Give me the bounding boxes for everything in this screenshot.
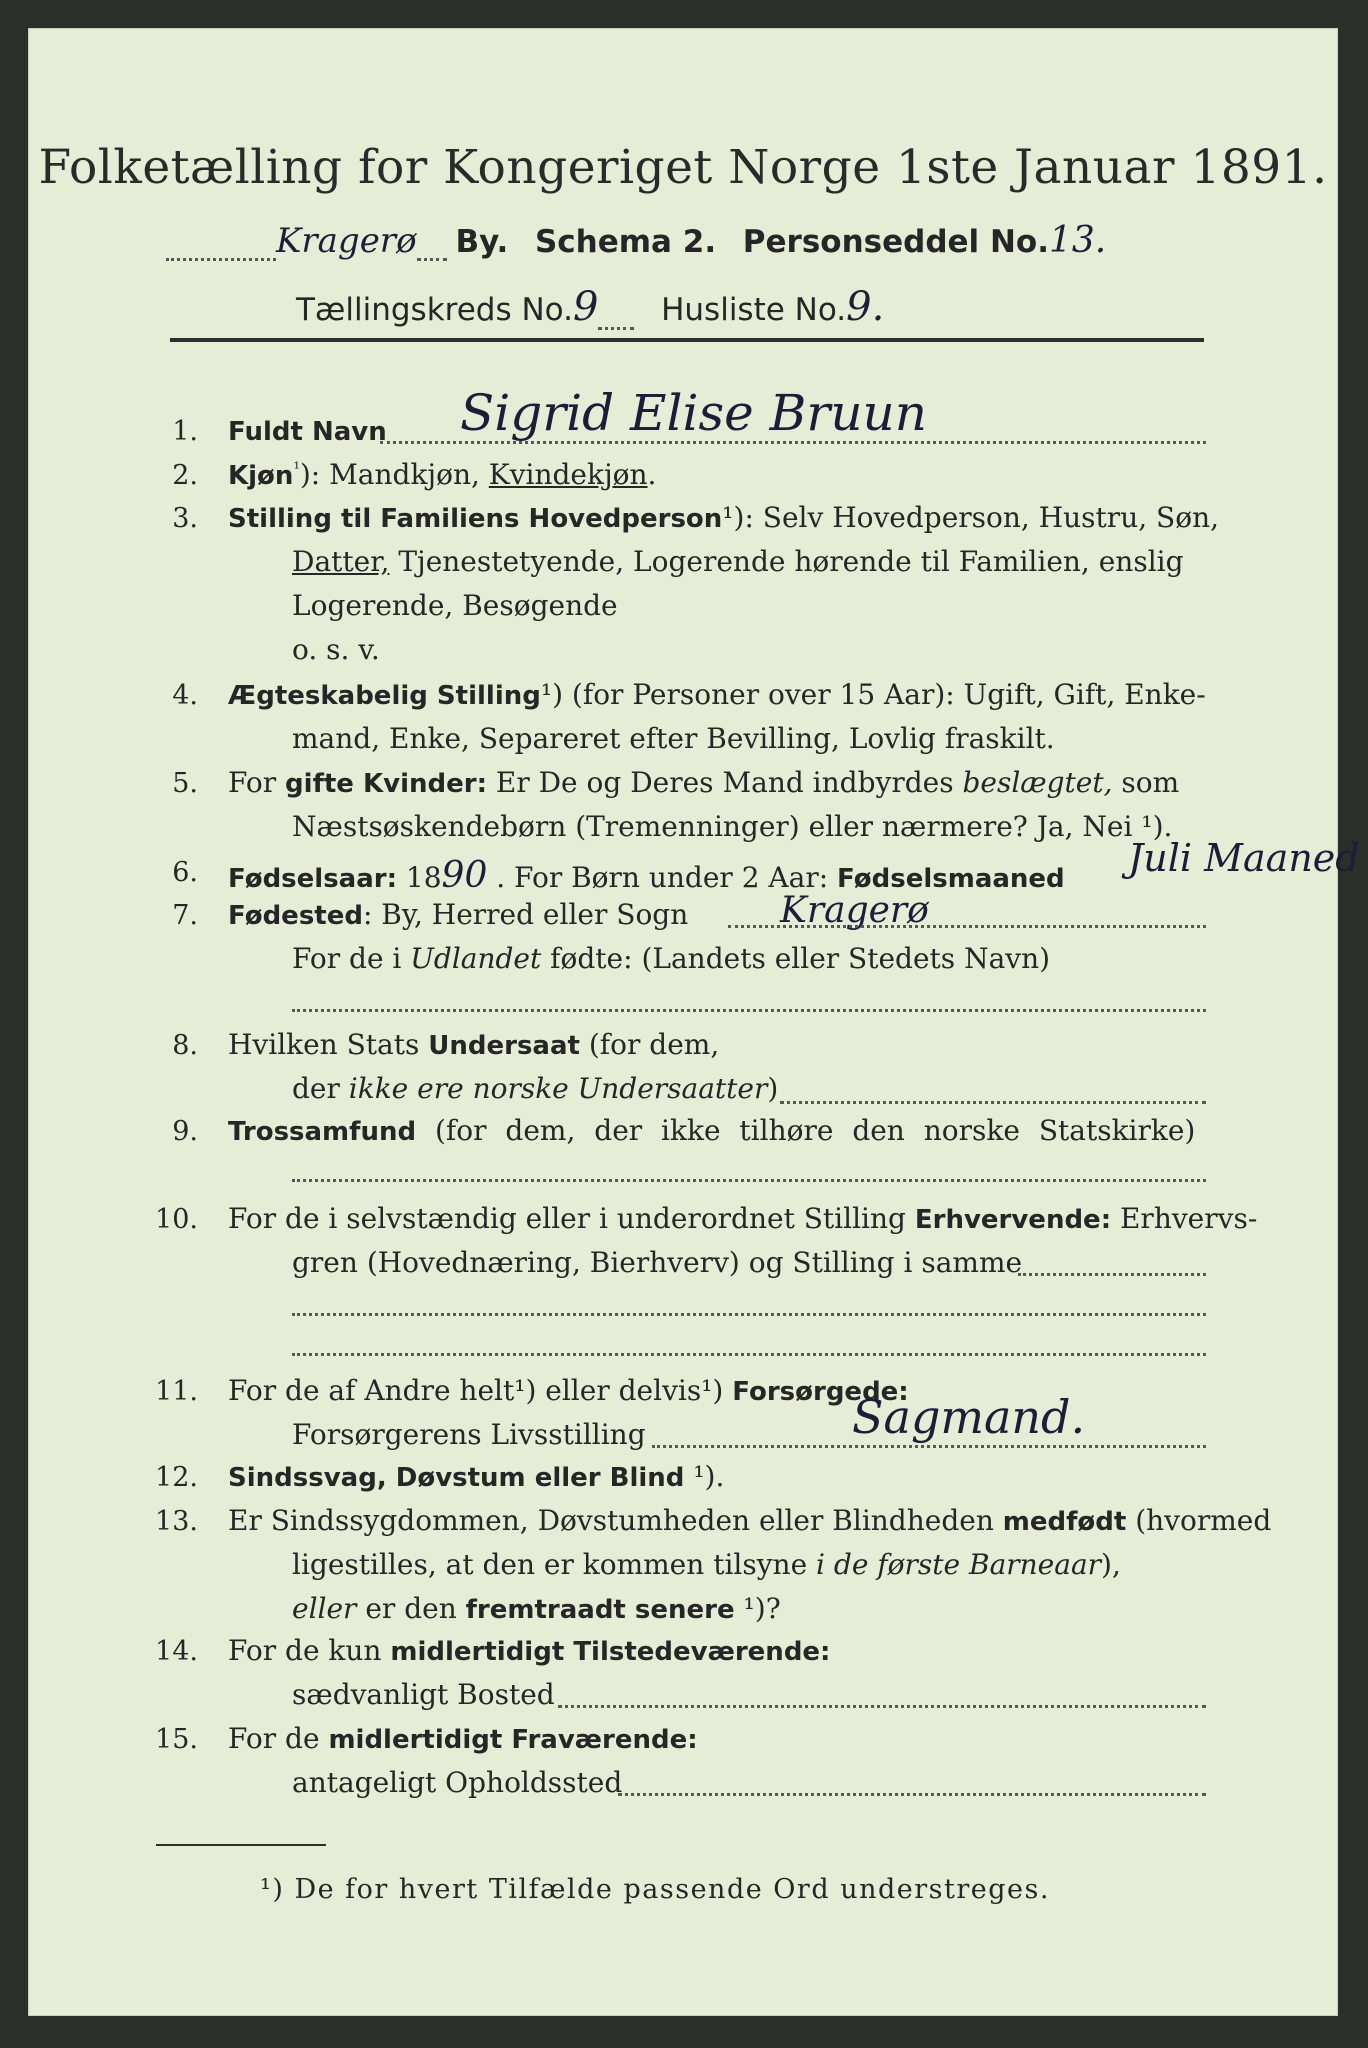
item-10-line-blank-1 (292, 1312, 1206, 1316)
by-label: By. (455, 224, 509, 260)
item-6-text: . For Børn under 2 Aar: (487, 861, 838, 894)
item-8-line-2-b: ) (767, 1072, 779, 1105)
item-10-label: Erhvervende: (914, 1205, 1112, 1235)
item-10-text-b: Erhvervs- (1111, 1202, 1258, 1235)
item-7-italic: Udlandet (410, 942, 542, 975)
item-15-line (618, 1792, 1206, 1796)
item-2 (228, 458, 656, 491)
item-15-line-1 (228, 1722, 698, 1755)
item-3-line-4: o. s. v. (292, 633, 380, 666)
item-12-label: Sindssvag, Døvstum eller Blind (228, 1463, 685, 1493)
item-9-line-blank (292, 1178, 1206, 1182)
item-3-line-1 (228, 501, 1219, 534)
item-14-line-1 (228, 1634, 830, 1667)
item-14-text: For de kun (228, 1634, 391, 1667)
item-11-label: Forsørgede: (732, 1377, 909, 1407)
form-title: Folketælling for Kongeriget Norge 1ste Januar 1891. (38, 140, 1328, 195)
item-6-number: 6. (172, 857, 198, 888)
item-13-line-3-italic: eller (292, 1592, 357, 1625)
item-15-label: midlertidigt Fraværende: (328, 1725, 698, 1755)
item-13-line-3 (292, 1592, 781, 1625)
item-2-underlined: Kvindekjøn (488, 458, 648, 491)
item-13-text-b: (hvormed (1126, 1504, 1272, 1537)
item-7-text: : By, Herred eller Sogn (362, 898, 689, 931)
item-11-number: 11. (155, 1376, 198, 1407)
item-1-label: Fuldt Navn (228, 417, 387, 447)
item-5-end: som (1112, 766, 1180, 799)
item-7-line-2-a: For de i (292, 942, 411, 975)
item-11-line (652, 1444, 1206, 1448)
item-13-label: medfødt (1002, 1507, 1127, 1537)
schema-label: Schema 2. (534, 224, 717, 260)
item-3-underlined: Datter, (292, 545, 390, 578)
item-8-text-a: Hvilken Stats (228, 1028, 429, 1061)
item-4-number: 4. (172, 680, 198, 711)
item-7-label: Fødested (228, 901, 363, 931)
husliste-label: Husliste No. (661, 292, 847, 328)
item-8-italic: ikke ere norske Undersaatter (348, 1072, 768, 1105)
item-8-label: Undersaat (428, 1031, 580, 1061)
item-3-number: 3. (172, 503, 198, 534)
item-5-text: Er De og Deres Mand indbyrdes (486, 766, 963, 799)
item-9-number: 9. (172, 1116, 198, 1147)
personseddel-number: 13. (1048, 220, 1107, 261)
item-6-value: Juli Maaned (1128, 836, 1360, 880)
item-3-line-3: Logerende, Besøgende (292, 589, 618, 622)
item-2-text: ): Mandkjøn, (299, 458, 489, 491)
item-6-year-prefix: 18 (405, 861, 442, 894)
item-3-line-2 (292, 545, 1184, 578)
item-1-number: 1. (172, 416, 198, 447)
item-4-line-2: mand, Enke, Separeret efter Bevilling, Lovlig fraskilt. (292, 722, 1055, 755)
item-7-line-2-b: fødte: (Landets eller Stedets Navn) (541, 942, 1051, 975)
item-8-number: 8. (172, 1030, 198, 1061)
item-7-line-1 (228, 898, 688, 931)
item-8-text-b: (for dem, (579, 1028, 720, 1061)
husliste-number: 9. (846, 284, 885, 330)
item-8-line (780, 1100, 1206, 1104)
item-6 (228, 855, 1065, 896)
item-10-line-1 (228, 1202, 1257, 1235)
item-9-line-1 (228, 1114, 1195, 1147)
item-14-label: midlertidigt Tilstedeværende: (390, 1637, 831, 1667)
item-7-value: Kragerø (780, 890, 929, 931)
item-13-italic: i de første Barneaar (816, 1548, 1102, 1581)
item-10-text: For de i selvstændig eller i underordnet Stilling (228, 1202, 915, 1235)
item-9-text: (for dem, der ikke tilhøre den norske Statskirke) (416, 1114, 1196, 1147)
item-3-text: ¹): Selv Hovedperson, Hustru, Søn, (722, 501, 1219, 534)
item-8-line-2-a: der (292, 1072, 349, 1105)
item-4-text: ¹) (for Personer over 15 Aar): Ugift, Gift, Enke- (540, 678, 1206, 711)
header-rule (170, 338, 1204, 342)
footnote: ¹) De for hvert Tilfælde passende Ord understreges. (260, 1874, 1050, 1905)
item-11-line-1 (228, 1374, 909, 1407)
header-line-2 (296, 284, 884, 330)
item-7-line-blank (292, 1008, 1206, 1012)
personseddel-label: Personseddel No. (742, 224, 1049, 260)
item-5-number: 5. (172, 768, 198, 799)
item-10-line (1018, 1272, 1206, 1276)
item-15-text: For de (228, 1722, 329, 1755)
item-5-line-2: Næstsøskendebørn (Tremenninger) eller nærmere? Ja, Nei ¹). (292, 810, 1173, 843)
item-8-line-2 (292, 1072, 778, 1105)
item-13-number: 13. (155, 1506, 198, 1537)
item-7-line-2 (292, 942, 1050, 975)
item-12-text: ¹). (684, 1460, 725, 1493)
census-form (28, 28, 1360, 2016)
item-2-sup: ¹ (293, 458, 300, 478)
kreds-label: Tællingskreds No. (296, 292, 573, 328)
item-5-label: gifte Kvinder: (285, 769, 487, 799)
item-10-number: 10. (155, 1204, 198, 1235)
item-14-number: 14. (155, 1636, 198, 1667)
item-3-label: Stilling til Familiens Hovedperson (228, 504, 723, 534)
item-5-line-1 (228, 766, 1179, 799)
header-line-1 (166, 220, 1106, 261)
item-11-text: For de af Andre helt¹) eller delvis¹) (228, 1374, 733, 1407)
item-5-prefix: For (228, 766, 286, 799)
footnote-rule (156, 1844, 326, 1846)
kreds-number: 9 (572, 284, 599, 330)
item-2-label: Kjøn (228, 461, 294, 491)
item-14-line-2: sædvanligt Bosted (292, 1678, 555, 1711)
item-13-line-3-b: ¹)? (734, 1592, 781, 1625)
item-13-line-3-bold: fremtraadt senere (465, 1595, 735, 1625)
item-11-line-2: Forsørgerens Livsstilling (292, 1418, 646, 1451)
item-15-number: 15. (155, 1724, 198, 1755)
item-2-number: 2. (172, 460, 198, 491)
item-13-line-2-b: ), (1101, 1548, 1121, 1581)
item-13-text-a: Er Sindssygdommen, Døvstumheden eller Blindheden (228, 1504, 1003, 1537)
item-8-line-1 (228, 1028, 719, 1061)
item-6-label-2: Fødselsmaaned (837, 864, 1065, 894)
item-12-number: 12. (155, 1462, 198, 1493)
item-2-end: . (647, 458, 657, 491)
item-4-label: Ægteskabelig Stilling (228, 681, 541, 711)
item-14-line (558, 1704, 1206, 1708)
item-13-line-3-a: er den (356, 1592, 466, 1625)
item-10-line-2: gren (Hovednæring, Bierhverv) og Stilling i samme (292, 1246, 1023, 1279)
item-13-line-1 (228, 1504, 1271, 1537)
item-15-line-2: antageligt Opholdssted (292, 1766, 623, 1799)
item-4-line-1 (228, 678, 1206, 711)
item-12 (228, 1460, 724, 1493)
item-3-line-2-text: Tjenestetyende, Logerende hørende til Familien, enslig (389, 545, 1184, 578)
item-9-label: Trossamfund (228, 1117, 417, 1147)
item-6-year-hand: 90 (441, 855, 488, 896)
item-10-line-blank-2 (292, 1352, 1206, 1356)
item-13-line-2 (292, 1548, 1121, 1581)
item-11-value: Sagmand. (852, 1390, 1086, 1444)
item-1-value: Sigrid Elise Bruun (460, 384, 927, 442)
item-13-line-2-a: ligestilles, at den er kommen tilsyne (292, 1548, 817, 1581)
town-handwritten: Kragerø (276, 221, 417, 261)
item-7-number: 7. (172, 900, 198, 931)
item-7-line (728, 924, 1206, 928)
item-5-italic: beslægtet, (962, 766, 1113, 799)
item-1 (228, 414, 387, 447)
item-6-label: Fødselsaar: (228, 864, 397, 894)
